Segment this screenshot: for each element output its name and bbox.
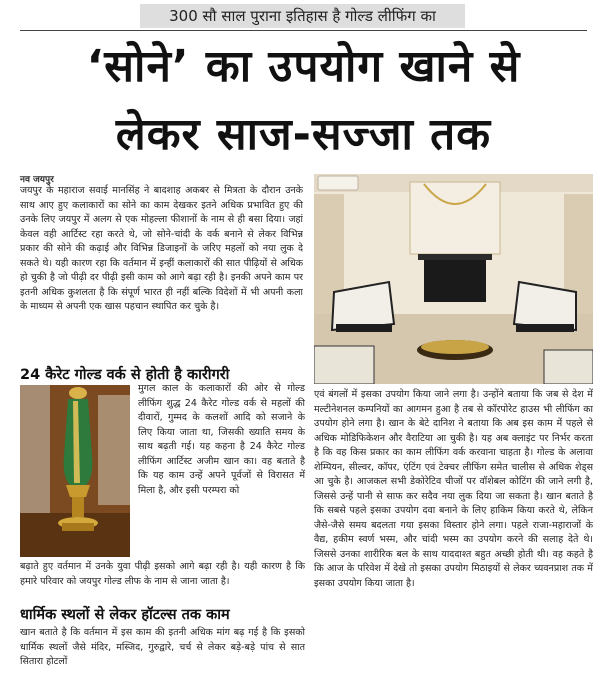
headline-line-1: ‘सोने’ का उपयोग खाने से: [86, 41, 521, 92]
gold-urn-photo: [20, 385, 130, 557]
article-paragraph-5: एवं बंगलों में इसका उपयोग किया जाने लगा है। उन्होंने बताया कि जब से देश में मल्टीनेशनल कम्पनियों का आगमन हुआ है तब से कॉरपोरेट हाउस भी लीफिंग का उपयोग होने लगा है। खान के बेटे दानिश ने बताया कि अब इस काम में पहले से अधिक मोडिफिकेशन और वैराटिया आ चुकी है। यह अब क्लाइंट पर निर्भर करता है कि वह किस प्रकार का काम लीफिंग वर्क करवाना चाहता है। गोल्ड के अलावा शेम्पियन, सील्वर, कॉपर, एंटिंग एवं टेक्चर लीफिंग समेत चालीस से अधिक शेड्स आ चुके है। आजकल सभी डेकोरेटिव चीजों पर वॉशेबल कोटिंग की जाने लगी है, जिससे उन्हें पानी से साफ कर सदैव नया लुक दिया जा सकता है। खान बताते है कि सबसे पहले इसका उपयोग दवा बनाने के लिए हाकिम किया करते थे, लेकिन जैसे-जैसे समय बदलता गया इसका विस्तार होने लगा। पहले राजा-महाराजों के वैद्य, हकीम स्वर्ण भस्म, और चांदी भस्म का उपयोग करने की सलाह देते थे। जिससे उनका शारीरिक बल के साथ याददाश्त बहुत अच्छी होती थी। वह कहते है कि आज के परिवेश में देखे तो इसका उपयोग मिठाइयों से लेकर च्यवनप्राश तक में इसका उपयोग किया जाता है।: [314, 389, 593, 589]
kicker-divider: [20, 30, 587, 31]
headline-line-2: लेकर साज-सज्जा तक: [115, 109, 492, 160]
gold-urn-illustration: [20, 385, 130, 557]
article-paragraph-2: मुगल काल के कलाकारों की ओर से गोल्ड लीफिंग शुद्ध 24 कैरेट गोल्ड वर्क से महलों की दीवारों, गुम्मद के कलशों आदि को सजाने के लिए किया जाता था, जिसकी ख्याति समय के साथ बढ़ती गई। यह कहना है 24 कैरेट गोल्ड लीफिंग आर्टिस्ट अजीम खान का। वह बताते है कि यह काम उन्हें अपने पूर्वजों से विरासत में मिला है, और इसी परम्परा को: [138, 383, 305, 496]
kicker-banner: 300 सौ साल पुराना इतिहास है गोल्ड लीफिंग का: [140, 4, 465, 28]
dateline: नव जयपुर: [20, 175, 54, 185]
gilded-room-photo: [314, 174, 593, 384]
article-paragraph-1: जयपुर के महाराज सवाई मानसिंह ने बादशाह अकबर से मित्रता के दौरान उनके साथ आए हुए कलाकारों का सोने का काम देखकर इतने अधिक प्रभावित हुए की उनके लिए जयपुर में अलग से एक मोहल्ला फीशानों के नाम से ही बसा दिया। जहां केवल वही आर्टिस्ट रहा करते थे, जो सोने-चांदी के वर्क बनाने से लेकर विभिन्न प्रकार की सोने की कढ़ाई और विभिन्न डिजाइनों के जरिए महलों को नया लुक दे सकते थे। यही कारण रहा कि वर्तमान में इन्हीं कलाकारों की सात पीढ़ियों से अधिक हो चुकी है जो पीढ़ी दर पीढ़ी इसी काम को आगे बढ़ा रही है। इनकी अपने काम पर इतनी अधिक कुशलता है कि संपूर्ण भारत ही नहीं बल्कि विदेशों में भी अपनी कला के माध्यम से अपनी एक खास पहचान स्थापित कर चुके है।: [20, 185, 303, 312]
article-paragraph-4: खान बताते है कि वर्तमान में इस काम की इतनी अधिक मांग बढ़ गई है कि इसको धार्मिक स्थलों जैसे मंदिर, मस्जिद, गुरुद्वारे, चर्च से लेकर बड़े-बड़े पांच से सात सितारा होटलों: [20, 627, 305, 667]
subheading-religious-places: धार्मिक स्थलों से लेकर हॉटल्स तक काम: [20, 607, 230, 623]
article-paragraph-3: बढ़ाते हुए वर्तमान में उनके युवा पीढ़ी इसको आगे बढ़ा रही है। यही कारण है कि हमारे परिवार को जयपुर गोल्ड लीफ के नाम से जाना जाता है।: [20, 561, 305, 587]
gilded-room-illustration: [314, 174, 593, 384]
subheading-gold-work: 24 कैरेट गोल्ड वर्क से होती है कारीगरी: [20, 367, 230, 383]
